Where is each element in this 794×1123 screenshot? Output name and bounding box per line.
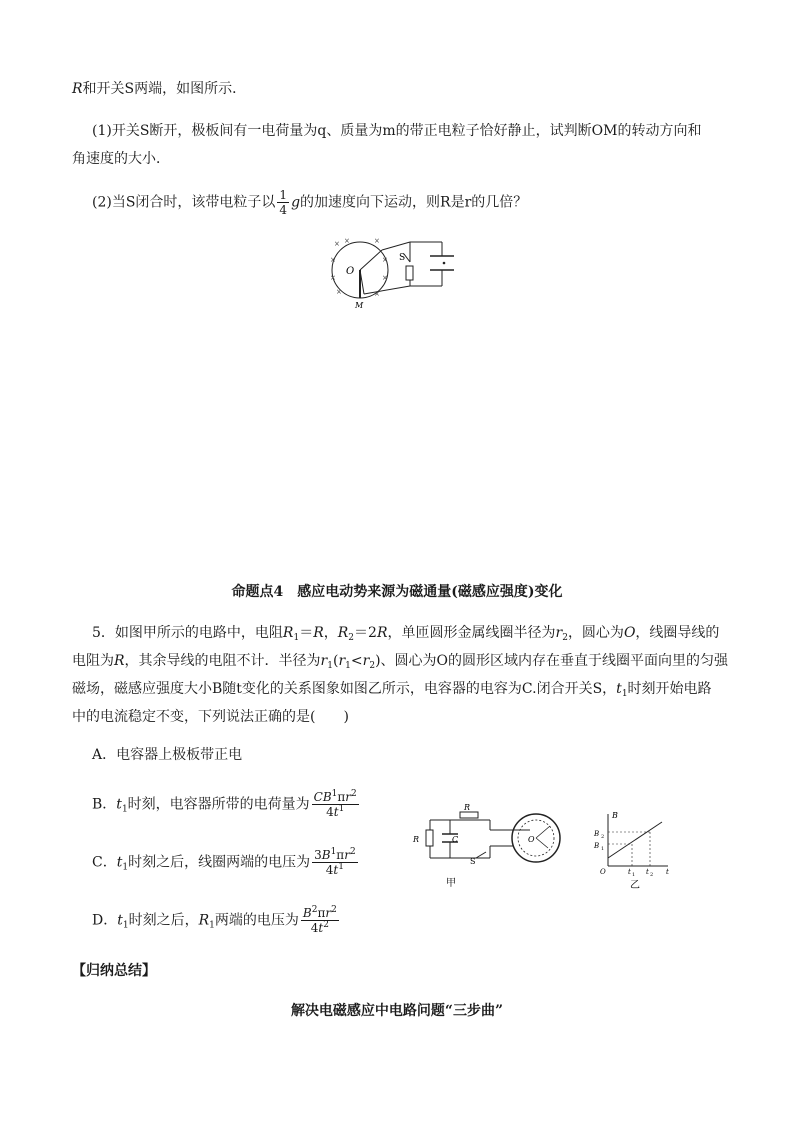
svg-text:×: × — [374, 290, 380, 298]
option-b: B．$t_1$时刻，电容器所带的电荷量为 $\frac{CB^1\pi r^2}{4t^1}$ — [92, 789, 357, 819]
option-c: C．$t_1$时刻之后，线圈两端的电压为 $\frac{3B^1\pi r^2}{4t^1}$ — [92, 847, 356, 877]
svg-text:O: O — [600, 868, 606, 876]
intro-tail-text: 和开关S两端，如图所示． — [82, 81, 247, 97]
bt-graph-yi — [592, 808, 676, 890]
svg-text:t: t — [646, 868, 649, 876]
switch-s2 — [476, 852, 486, 858]
svg-text:2: 2 — [601, 834, 605, 840]
svg-text:×: × — [382, 256, 388, 264]
summary-label: 【归纳总结】 — [72, 963, 156, 979]
svg-text:2: 2 — [650, 872, 654, 878]
part2-post-text: 的加速度向下运动，则R是r的几倍？ — [300, 194, 528, 211]
svg-text:×: × — [336, 288, 342, 296]
quarter-fraction: $\frac{1}{4}$ — [279, 188, 288, 217]
charged-particle — [443, 262, 446, 265]
svg-text:×: × — [344, 237, 350, 245]
part1-cont-line — [72, 150, 170, 168]
resistor-r2 — [426, 830, 433, 846]
q5-line4: 中的电流稳定不变，下列说法正确的是( ) — [72, 709, 349, 725]
svg-text:×: × — [374, 237, 380, 245]
svg-text:S: S — [399, 253, 406, 263]
option-d-fraction: $\frac{B^2\pi r^2}{4t^2}$ — [302, 905, 337, 935]
figure-label-jia: 甲 — [446, 878, 456, 889]
svg-text:t: t — [628, 868, 631, 876]
svg-text:B: B — [594, 830, 600, 838]
resistor-r — [406, 266, 413, 280]
svg-text:C: C — [452, 835, 459, 844]
svg-text:R: R — [464, 803, 471, 812]
part1-cont-text: 角速度的大小． — [72, 151, 170, 167]
option-c-fraction: $\frac{3B^1\pi r^2}{4t^1}$ — [314, 847, 356, 877]
svg-text:t: t — [666, 868, 669, 876]
q5-line3: 磁场，磁感应强度大小B随t变化的关系图象如图乙所示，电容器的电容为C.闭合开关S，$t_1$时刻开始电路 — [72, 681, 712, 699]
svg-text:1: 1 — [632, 872, 636, 878]
q5-line2: 电阻为R，其余导线的电阻不计．半径为$r_1(r_1<r_2)$、圆心为O的圆形区域内存在垂直于线圈平面向里的匀强 — [72, 653, 729, 671]
b-line — [608, 822, 662, 858]
part1-text: (1)开关S断开，极板间有一电荷量为q、质量为m的带正电粒子恰好静止，试判断OM的转动方向和 — [92, 123, 702, 139]
svg-text:×: × — [382, 274, 388, 282]
svg-text:×: × — [330, 274, 336, 282]
svg-text:S: S — [470, 857, 476, 866]
option-d: D．$t_1$时刻之后，$R_1$两端的电压为 $\frac{B^2\pi r^2}{4t^2}$ — [92, 905, 337, 935]
svg-text:O: O — [346, 266, 355, 277]
svg-text:B: B — [612, 811, 618, 820]
svg-text:×: × — [330, 256, 336, 264]
part1-line — [92, 122, 701, 140]
summary-title: 解决电磁感应中电路问题“三步曲” — [290, 1003, 504, 1019]
part2-pre-text: (2)当S闭合时，该带电粒子以 — [92, 194, 276, 211]
figure-label-yi: 乙 — [630, 880, 640, 890]
svg-text:O: O — [528, 835, 535, 844]
svg-text:R: R — [413, 835, 420, 844]
resistor-r1 — [460, 812, 478, 818]
rod-circuit-figure — [322, 232, 470, 312]
svg-text:M: M — [355, 301, 364, 310]
part2-line: (2)当S闭合时，该带电粒子以 $\frac{1}{4}$ g的加速度向下运动，则R是r的几倍？ — [92, 188, 528, 217]
section-title: 命题点4 感应电动势来源为磁通量(磁感应强度)变化 — [231, 584, 563, 600]
q5-line1: 5．如图甲所示的电路中，电阻$R_1=R$，$R_2=2R$，单匝圆形金属线圈半径为$r_2$，圆心为O，线圈导线的 — [92, 625, 720, 643]
svg-text:B: B — [594, 842, 600, 850]
intro-tail-line: R和开关S两端，如图所示． — [72, 81, 247, 97]
option-a: A．电容器上极板带正电 — [92, 747, 243, 763]
option-b-fraction: $\frac{CB^1\pi r^2}{4t^1}$ — [313, 789, 357, 819]
svg-text:×: × — [334, 240, 340, 248]
svg-text:1: 1 — [601, 846, 605, 852]
circuit-figure-jia — [410, 800, 580, 890]
